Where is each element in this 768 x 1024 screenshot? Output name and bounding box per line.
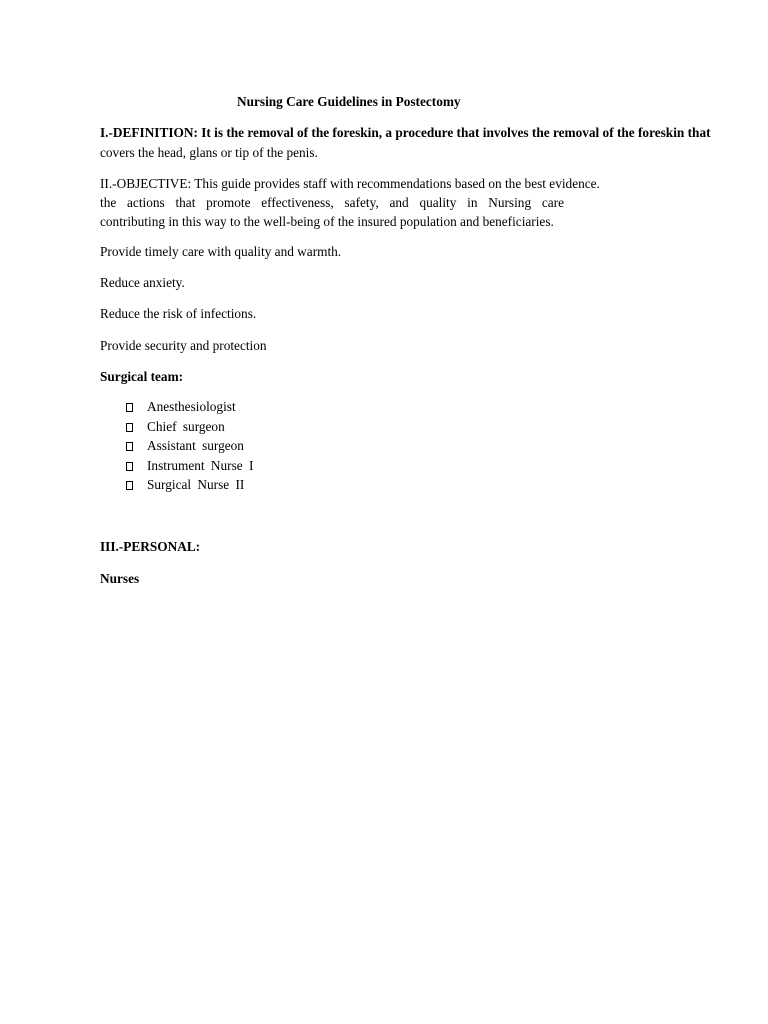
- surgical-team-item-label: Assistant surgeon: [147, 438, 244, 453]
- surgical-team-item-label: Anesthesiologist: [147, 399, 236, 414]
- surgical-team-item: [124, 476, 245, 494]
- definition-line-2: covers the head, glans or tip of the penis.: [100, 145, 318, 160]
- objective-line-1: II.-OBJECTIVE: This guide provides staff with recommendations based on the best evidence.: [100, 176, 600, 191]
- nurses-label: Nurses: [100, 571, 140, 586]
- surgical-team-item: [124, 398, 236, 416]
- surgical-team-item-label: Instrument Nurse I: [147, 458, 254, 473]
- surgical-team-item-label: Surgical Nurse II: [147, 477, 245, 492]
- goal-item: Provide timely care with quality and warmth.: [100, 244, 342, 259]
- surgical-team-item: [124, 457, 254, 475]
- bullet-box-icon: [126, 423, 133, 432]
- document-title: Nursing Care Guidelines in Postectomy: [237, 94, 461, 109]
- goal-item: Reduce the risk of infections.: [100, 306, 257, 321]
- bullet-box-icon: [126, 403, 133, 412]
- goal-item: Reduce anxiety.: [100, 275, 185, 290]
- objective-line-3: contributing in this way to the well-being of the insured population and beneficiaries.: [100, 214, 554, 229]
- surgical-team-item-label: Chief surgeon: [147, 419, 225, 434]
- bullet-box-icon: [126, 481, 133, 490]
- bullet-box-icon: [126, 442, 133, 451]
- definition-line-1: I.-DEFINITION: It is the removal of the foreskin, a procedure that involves the removal of the foreskin that: [100, 125, 711, 140]
- objective-line-2: the actions that promote effectiveness, safety, and quality in Nursing care: [100, 195, 564, 210]
- bullet-box-icon: [126, 462, 133, 471]
- surgical-team-item: [124, 418, 225, 436]
- personal-heading: III.-PERSONAL:: [100, 539, 201, 554]
- goal-item: Provide security and protection: [100, 338, 267, 353]
- surgical-team-heading: Surgical team:: [100, 369, 184, 384]
- surgical-team-item: [124, 437, 244, 455]
